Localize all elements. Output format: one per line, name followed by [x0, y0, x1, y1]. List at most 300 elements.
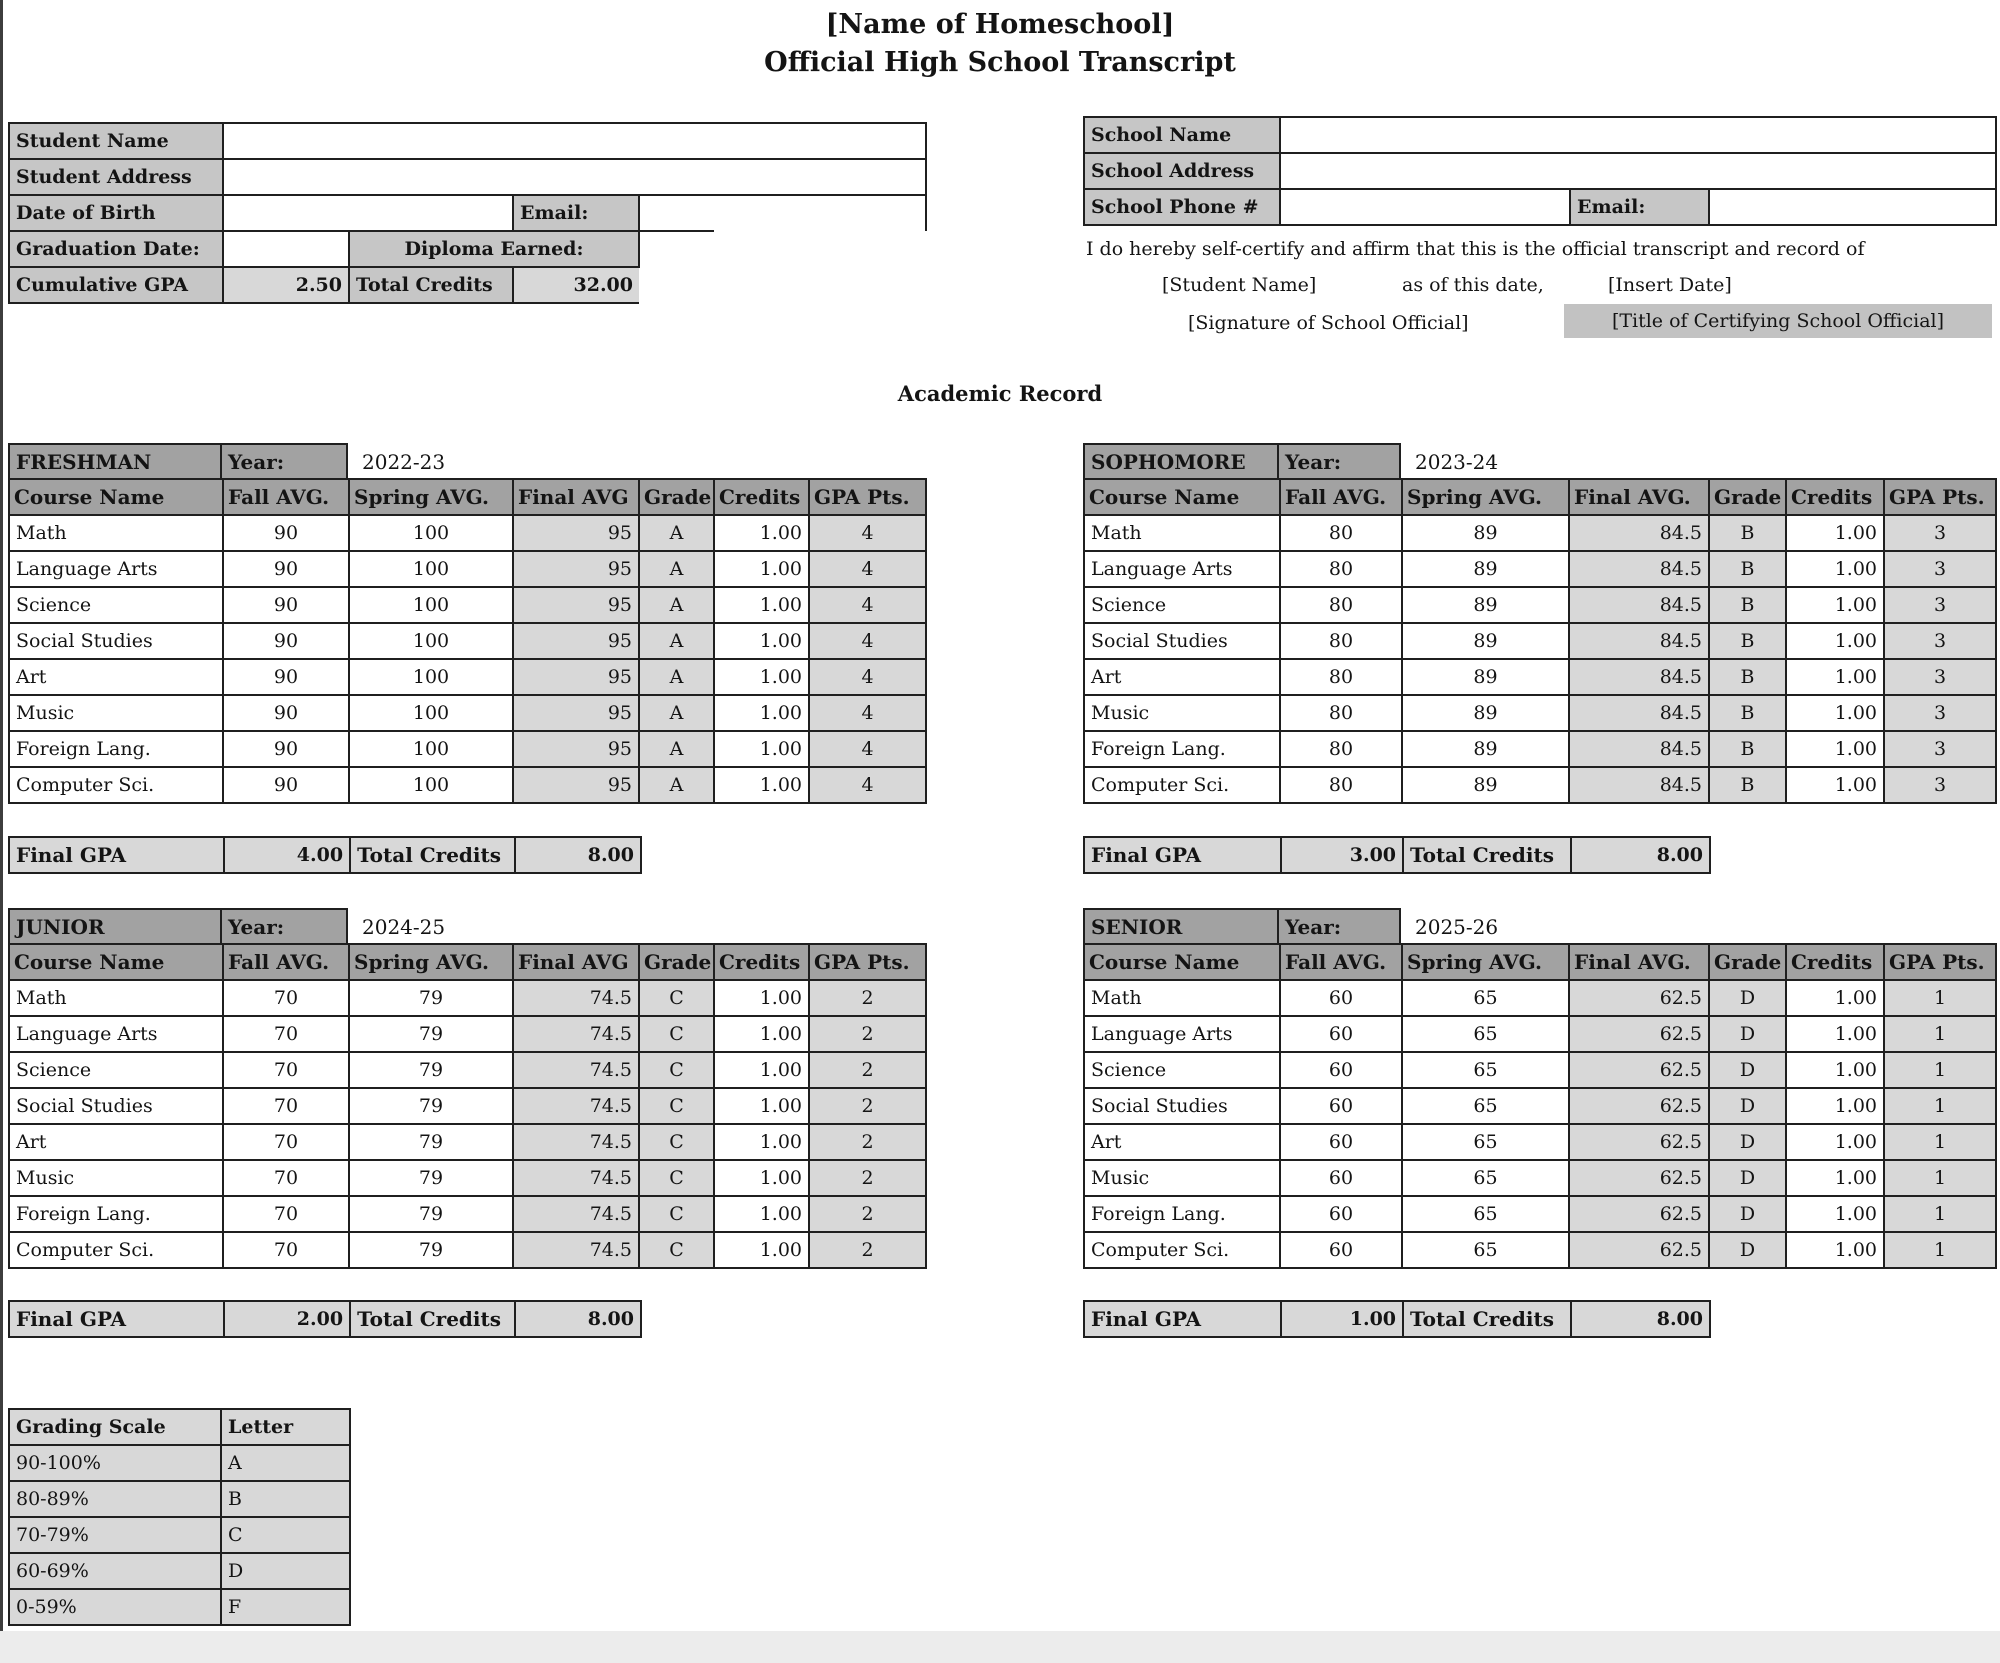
cell-spring-avg[interactable]: 79 [349, 1196, 513, 1232]
cell-spring-avg[interactable]: 100 [349, 767, 513, 803]
cell-credits[interactable]: 1.00 [1786, 623, 1884, 659]
freshman-header-row [9, 479, 926, 515]
cell-grade[interactable]: D [1709, 1016, 1786, 1052]
freshman-year-value[interactable]: 2022-23 [362, 449, 446, 474]
cell-fall-avg[interactable]: 80 [1280, 623, 1402, 659]
cell-grade[interactable]: B [1709, 659, 1786, 695]
cell-final-avg[interactable]: 74.5 [513, 1088, 639, 1124]
cell-course-name[interactable]: Math [9, 980, 223, 1016]
course-row [1084, 1160, 1996, 1196]
cell-spring-avg[interactable]: 89 [1402, 587, 1569, 623]
cell-final-avg[interactable]: 74.5 [513, 980, 639, 1016]
cell-fall-avg[interactable]: 80 [1280, 695, 1402, 731]
cell-credits[interactable]: 1.00 [1786, 659, 1884, 695]
cell-percent-range: 90-100% [9, 1445, 221, 1481]
cell-spring-avg[interactable]: 65 [1402, 1124, 1569, 1160]
cell-grade[interactable]: B [1709, 515, 1786, 551]
cell-fall-avg[interactable]: 80 [1280, 659, 1402, 695]
cell-grade[interactable]: B [1709, 551, 1786, 587]
cell-credits[interactable]: 1.00 [714, 659, 809, 695]
graduation-date-label: Graduation Date: [9, 231, 223, 267]
cell-final-avg[interactable]: 95 [513, 515, 639, 551]
cell-credits[interactable]: 1.00 [714, 767, 809, 803]
cell-credits[interactable]: 1.00 [714, 1052, 809, 1088]
cell-gpa-pts[interactable]: 4 [809, 623, 926, 659]
senior-year-value[interactable]: 2025-26 [1415, 914, 1499, 939]
cell-final-avg[interactable]: 62.5 [1569, 1232, 1709, 1268]
cell-course-name[interactable]: Music [1084, 1160, 1280, 1196]
cell-final-avg[interactable]: 74.5 [513, 1160, 639, 1196]
cell-spring-avg[interactable]: 79 [349, 1232, 513, 1268]
cell-final-avg[interactable]: 84.5 [1569, 623, 1709, 659]
cell-credits[interactable]: 1.00 [714, 515, 809, 551]
cell-credits[interactable]: 1.00 [1786, 1232, 1884, 1268]
course-row [1084, 587, 1996, 623]
cell-gpa-pts[interactable]: 2 [809, 1088, 926, 1124]
cell-final-avg[interactable]: 62.5 [1569, 1124, 1709, 1160]
cell-credits[interactable]: 1.00 [1786, 767, 1884, 803]
course-row [1084, 551, 1996, 587]
final-gpa-value[interactable]: 1.00 [1281, 1301, 1403, 1337]
cell-fall-avg[interactable]: 60 [1280, 980, 1402, 1016]
cell-credits[interactable]: 1.00 [1786, 515, 1884, 551]
grading-scale-row [9, 1553, 350, 1589]
cell-spring-avg[interactable]: 65 [1402, 980, 1569, 1016]
final-gpa-value[interactable]: 3.00 [1281, 837, 1403, 873]
cell-credits[interactable]: 1.00 [714, 551, 809, 587]
cell-course-name[interactable]: Social Studies [1084, 623, 1280, 659]
header-gpa-pts: GPA Pts. [809, 944, 926, 980]
cell-spring-avg[interactable]: 89 [1402, 767, 1569, 803]
cell-spring-avg[interactable]: 89 [1402, 623, 1569, 659]
cell-spring-avg[interactable]: 65 [1402, 1016, 1569, 1052]
cell-final-avg[interactable]: 84.5 [1569, 587, 1709, 623]
cell-grade[interactable]: B [1709, 587, 1786, 623]
cell-grade[interactable]: C [639, 980, 714, 1016]
cell-final-avg[interactable]: 95 [513, 659, 639, 695]
cell-credits[interactable]: 1.00 [1786, 980, 1884, 1016]
cell-final-avg[interactable]: 74.5 [513, 1196, 639, 1232]
cell-letter-grade: B [221, 1481, 350, 1517]
cell-gpa-pts[interactable]: 1 [1884, 980, 1996, 1016]
cell-gpa-pts[interactable]: 2 [809, 1052, 926, 1088]
final-gpa-value[interactable]: 2.00 [224, 1301, 350, 1337]
cell-grade[interactable]: A [639, 587, 714, 623]
school-address-cell[interactable] [1280, 153, 1996, 189]
cell-gpa-pts[interactable]: 4 [809, 515, 926, 551]
junior-year-value[interactable]: 2024-25 [362, 914, 446, 939]
cell-credits[interactable]: 1.00 [714, 1160, 809, 1196]
cell-grade[interactable]: C [639, 1088, 714, 1124]
school-email-label: Email: [1570, 189, 1709, 225]
cell-gpa-pts[interactable]: 1 [1884, 1196, 1996, 1232]
cell-gpa-pts[interactable]: 3 [1884, 587, 1996, 623]
cell-final-avg[interactable]: 95 [513, 551, 639, 587]
cell-course-name[interactable]: Art [9, 659, 223, 695]
course-row [1084, 1196, 1996, 1232]
total-credits-value[interactable]: 8.00 [515, 1301, 641, 1337]
junior-block [8, 908, 928, 1269]
cell-gpa-pts[interactable]: 2 [809, 1124, 926, 1160]
cell-grade[interactable]: A [639, 551, 714, 587]
cell-spring-avg[interactable]: 89 [1402, 731, 1569, 767]
school-address-row [1084, 153, 1996, 189]
cell-course-name[interactable]: Foreign Lang. [1084, 731, 1280, 767]
student-dob-row [9, 195, 926, 231]
header-grade: Grade [639, 944, 714, 980]
total-credits-value[interactable]: 8.00 [1571, 837, 1710, 873]
cell-spring-avg[interactable]: 89 [1402, 695, 1569, 731]
cell-gpa-pts[interactable]: 2 [809, 1196, 926, 1232]
cell-course-name[interactable]: Computer Sci. [9, 767, 223, 803]
cell-grade[interactable]: B [1709, 767, 1786, 803]
cell-grade[interactable]: D [1709, 1088, 1786, 1124]
cell-fall-avg[interactable]: 80 [1280, 551, 1402, 587]
cell-final-avg[interactable]: 84.5 [1569, 551, 1709, 587]
cell-final-avg[interactable]: 74.5 [513, 1232, 639, 1268]
cell-credits[interactable]: 1.00 [714, 1196, 809, 1232]
cell-fall-avg[interactable]: 60 [1280, 1196, 1402, 1232]
cell-grade[interactable]: A [639, 731, 714, 767]
cell-final-avg[interactable]: 74.5 [513, 1016, 639, 1052]
cell-grade[interactable]: A [639, 695, 714, 731]
cell-final-avg[interactable]: 62.5 [1569, 1016, 1709, 1052]
cell-fall-avg[interactable]: 70 [223, 1196, 349, 1232]
cell-grade[interactable]: A [639, 767, 714, 803]
cell-fall-avg[interactable]: 90 [223, 659, 349, 695]
cell-final-avg[interactable]: 84.5 [1569, 659, 1709, 695]
senior-year-label: Year: [1277, 908, 1401, 945]
cell-credits[interactable]: 1.00 [1786, 1088, 1884, 1124]
grading-scale-row [9, 1481, 350, 1517]
cell-spring-avg[interactable]: 65 [1402, 1052, 1569, 1088]
cell-final-avg[interactable]: 62.5 [1569, 980, 1709, 1016]
cell-gpa-pts[interactable]: 2 [809, 980, 926, 1016]
cell-fall-avg[interactable]: 80 [1280, 587, 1402, 623]
cell-course-name[interactable]: Art [9, 1124, 223, 1160]
header-credits: Credits [1786, 944, 1884, 980]
cell-grade[interactable]: D [1709, 1196, 1786, 1232]
cell-letter-grade: A [221, 1445, 350, 1481]
cell-gpa-pts[interactable]: 1 [1884, 1232, 1996, 1268]
cell-gpa-pts[interactable]: 2 [809, 1232, 926, 1268]
header-gpa-pts: GPA Pts. [1884, 944, 1996, 980]
cell-credits[interactable]: 1.00 [1786, 731, 1884, 767]
total-credits-value[interactable]: 8.00 [515, 837, 641, 873]
cell-course-name[interactable]: Science [1084, 587, 1280, 623]
cell-fall-avg[interactable]: 70 [223, 980, 349, 1016]
student-address-cell[interactable] [223, 159, 926, 195]
grading-scale-row [9, 1517, 350, 1553]
cell-spring-avg[interactable]: 89 [1402, 551, 1569, 587]
cell-course-name[interactable]: Math [9, 515, 223, 551]
cell-final-avg[interactable]: 62.5 [1569, 1160, 1709, 1196]
cumulative-gpa-label: Cumulative GPA [9, 267, 223, 303]
cell-spring-avg[interactable]: 100 [349, 623, 513, 659]
sophomore-year-value[interactable]: 2023-24 [1415, 449, 1499, 474]
date-of-birth-label: Date of Birth [9, 195, 223, 231]
cell-spring-avg[interactable]: 79 [349, 980, 513, 1016]
school-name-cell[interactable] [1280, 117, 1996, 153]
cell-credits[interactable]: 1.00 [1786, 1052, 1884, 1088]
cell-grade[interactable]: A [639, 515, 714, 551]
cell-fall-avg[interactable]: 90 [223, 767, 349, 803]
cell-fall-avg[interactable]: 80 [1280, 515, 1402, 551]
course-row [1084, 1016, 1996, 1052]
cell-course-name[interactable]: Art [1084, 659, 1280, 695]
cell-course-name[interactable]: Foreign Lang. [1084, 1196, 1280, 1232]
cell-fall-avg[interactable]: 70 [223, 1016, 349, 1052]
cell-credits[interactable]: 1.00 [714, 1088, 809, 1124]
junior-level-label: JUNIOR [8, 908, 222, 945]
cell-fall-avg[interactable]: 70 [223, 1160, 349, 1196]
header-fall-avg: Fall AVG. [223, 479, 349, 515]
cell-fall-avg[interactable]: 60 [1280, 1160, 1402, 1196]
freshman-level-label: FRESHMAN [8, 443, 222, 480]
cell-course-name[interactable]: Language Arts [9, 1016, 223, 1052]
cell-course-name[interactable]: Language Arts [9, 551, 223, 587]
cell-spring-avg[interactable]: 89 [1402, 515, 1569, 551]
cell-final-avg[interactable]: 62.5 [1569, 1052, 1709, 1088]
cell-course-name[interactable]: Social Studies [9, 623, 223, 659]
cell-grade[interactable]: A [639, 623, 714, 659]
grading-scale-row [9, 1445, 350, 1481]
cell-fall-avg[interactable]: 80 [1280, 767, 1402, 803]
diploma-earned-cell[interactable] [639, 231, 714, 267]
cell-gpa-pts[interactable]: 1 [1884, 1052, 1996, 1088]
cell-gpa-pts[interactable]: 4 [809, 695, 926, 731]
cell-grade[interactable]: D [1709, 1124, 1786, 1160]
final-gpa-value[interactable]: 4.00 [224, 837, 350, 873]
header-final-avg: Final AVG [513, 944, 639, 980]
cell-spring-avg[interactable]: 100 [349, 587, 513, 623]
cell-grade[interactable]: B [1709, 695, 1786, 731]
cell-gpa-pts[interactable]: 1 [1884, 1160, 1996, 1196]
cell-gpa-pts[interactable]: 4 [809, 587, 926, 623]
cell-final-avg[interactable]: 84.5 [1569, 695, 1709, 731]
school-email-cell[interactable] [1709, 189, 1996, 225]
cell-final-avg[interactable]: 74.5 [513, 1124, 639, 1160]
cell-course-name[interactable]: Foreign Lang. [9, 731, 223, 767]
cell-credits[interactable]: 1.00 [1786, 1196, 1884, 1232]
cell-grade[interactable]: D [1709, 1232, 1786, 1268]
cell-final-avg[interactable]: 95 [513, 767, 639, 803]
cell-gpa-pts[interactable]: 4 [809, 731, 926, 767]
cell-spring-avg[interactable]: 65 [1402, 1088, 1569, 1124]
cell-course-name[interactable]: Music [9, 1160, 223, 1196]
cell-percent-range: 70-79% [9, 1517, 221, 1553]
cell-spring-avg[interactable]: 79 [349, 1124, 513, 1160]
final-gpa-label: Final GPA [9, 837, 224, 873]
student-email-cell[interactable] [639, 195, 926, 231]
cell-spring-avg[interactable]: 65 [1402, 1196, 1569, 1232]
cell-course-name[interactable]: Computer Sci. [1084, 767, 1280, 803]
cell-fall-avg[interactable]: 60 [1280, 1232, 1402, 1268]
course-row [1084, 695, 1996, 731]
total-credits-label: Total Credits [1403, 837, 1571, 873]
cell-credits[interactable]: 1.00 [1786, 1160, 1884, 1196]
cell-course-name[interactable]: Music [1084, 695, 1280, 731]
cell-final-avg[interactable]: 95 [513, 587, 639, 623]
cell-spring-avg[interactable]: 89 [1402, 659, 1569, 695]
cell-gpa-pts[interactable]: 3 [1884, 767, 1996, 803]
cell-grade[interactable]: C [639, 1052, 714, 1088]
cell-grade[interactable]: C [639, 1124, 714, 1160]
school-phone-cell[interactable] [1280, 189, 1570, 225]
school-address-label: School Address [1084, 153, 1280, 189]
cell-fall-avg[interactable]: 60 [1280, 1052, 1402, 1088]
cell-grade[interactable]: B [1709, 623, 1786, 659]
school-name-label: School Name [1084, 117, 1280, 153]
cell-fall-avg[interactable]: 60 [1280, 1124, 1402, 1160]
cell-spring-avg[interactable]: 100 [349, 695, 513, 731]
grading-scale-header: Grading Scale [9, 1409, 221, 1445]
cell-credits[interactable]: 1.00 [714, 623, 809, 659]
cell-credits[interactable]: 1.00 [714, 731, 809, 767]
cell-fall-avg[interactable]: 90 [223, 731, 349, 767]
cell-grade[interactable]: B [1709, 731, 1786, 767]
cell-gpa-pts[interactable]: 1 [1884, 1016, 1996, 1052]
cell-fall-avg[interactable]: 90 [223, 515, 349, 551]
cell-spring-avg[interactable]: 79 [349, 1088, 513, 1124]
cell-credits[interactable]: 1.00 [714, 1124, 809, 1160]
course-row [1084, 767, 1996, 803]
cell-credits[interactable]: 1.00 [714, 1232, 809, 1268]
cell-final-avg[interactable]: 95 [513, 695, 639, 731]
cell-fall-avg[interactable]: 70 [223, 1052, 349, 1088]
cell-final-avg[interactable]: 95 [513, 623, 639, 659]
cell-final-avg[interactable]: 62.5 [1569, 1088, 1709, 1124]
cell-credits[interactable]: 1.00 [714, 695, 809, 731]
cell-grade[interactable]: A [639, 659, 714, 695]
cell-course-name[interactable]: Math [1084, 980, 1280, 1016]
cell-course-name[interactable]: Science [9, 587, 223, 623]
sophomore-block [1083, 443, 2000, 804]
cumulative-gpa-value[interactable]: 2.50 [223, 267, 349, 303]
course-row [9, 623, 926, 659]
cell-spring-avg[interactable]: 100 [349, 731, 513, 767]
header-credits: Credits [714, 944, 809, 980]
cell-grade[interactable]: C [639, 1016, 714, 1052]
cell-spring-avg[interactable]: 100 [349, 515, 513, 551]
header-fall-avg: Fall AVG. [1280, 944, 1402, 980]
cell-credits[interactable]: 1.00 [714, 980, 809, 1016]
cell-gpa-pts[interactable]: 3 [1884, 623, 1996, 659]
cell-gpa-pts[interactable]: 1 [1884, 1124, 1996, 1160]
cell-fall-avg[interactable]: 90 [223, 587, 349, 623]
cell-fall-avg[interactable]: 90 [223, 551, 349, 587]
cell-credits[interactable]: 1.00 [1786, 551, 1884, 587]
cell-final-avg[interactable]: 95 [513, 731, 639, 767]
cell-fall-avg[interactable]: 90 [223, 623, 349, 659]
cell-credits[interactable]: 1.00 [714, 1016, 809, 1052]
cell-credits[interactable]: 1.00 [1786, 1016, 1884, 1052]
cell-fall-avg[interactable]: 60 [1280, 1016, 1402, 1052]
cell-fall-avg[interactable]: 80 [1280, 731, 1402, 767]
cell-grade[interactable]: C [639, 1196, 714, 1232]
cell-spring-avg[interactable]: 65 [1402, 1232, 1569, 1268]
cell-gpa-pts[interactable]: 3 [1884, 731, 1996, 767]
cell-final-avg[interactable]: 74.5 [513, 1052, 639, 1088]
cell-course-name[interactable]: Language Arts [1084, 1016, 1280, 1052]
cell-fall-avg[interactable]: 60 [1280, 1088, 1402, 1124]
total-credits-value[interactable]: 8.00 [1571, 1301, 1710, 1337]
senior-year-row [1083, 908, 2000, 945]
cell-credits[interactable]: 1.00 [1786, 587, 1884, 623]
student-address-label: Student Address [9, 159, 223, 195]
cell-fall-avg[interactable]: 70 [223, 1232, 349, 1268]
cell-gpa-pts[interactable]: 4 [809, 659, 926, 695]
header-course-name: Course Name [1084, 479, 1280, 515]
cell-spring-avg[interactable]: 100 [349, 659, 513, 695]
cell-gpa-pts[interactable]: 3 [1884, 659, 1996, 695]
cell-gpa-pts[interactable]: 2 [809, 1016, 926, 1052]
page-bottom-edge [0, 1631, 2000, 1663]
cell-gpa-pts[interactable]: 2 [809, 1160, 926, 1196]
cell-gpa-pts[interactable]: 4 [809, 551, 926, 587]
cell-course-name[interactable]: Art [1084, 1124, 1280, 1160]
total-credits-value[interactable]: 32.00 [513, 267, 639, 303]
cell-gpa-pts[interactable]: 3 [1884, 515, 1996, 551]
cell-spring-avg[interactable]: 100 [349, 551, 513, 587]
cell-credits[interactable]: 1.00 [714, 587, 809, 623]
date-of-birth-cell[interactable] [223, 195, 513, 231]
cell-gpa-pts[interactable]: 4 [809, 767, 926, 803]
cell-course-name[interactable]: Social Studies [9, 1088, 223, 1124]
cell-grade[interactable]: D [1709, 980, 1786, 1016]
cell-course-name[interactable]: Computer Sci. [9, 1232, 223, 1268]
cell-final-avg[interactable]: 84.5 [1569, 731, 1709, 767]
cell-final-avg[interactable]: 84.5 [1569, 515, 1709, 551]
cell-course-name[interactable]: Language Arts [1084, 551, 1280, 587]
cell-fall-avg[interactable]: 90 [223, 695, 349, 731]
cell-spring-avg[interactable]: 65 [1402, 1160, 1569, 1196]
cell-gpa-pts[interactable]: 3 [1884, 695, 1996, 731]
cell-credits[interactable]: 1.00 [1786, 1124, 1884, 1160]
cell-fall-avg[interactable]: 70 [223, 1088, 349, 1124]
cell-spring-avg[interactable]: 79 [349, 1016, 513, 1052]
student-name-label: Student Name [9, 123, 223, 159]
senior-course-table [1083, 943, 1997, 1269]
cell-spring-avg[interactable]: 79 [349, 1052, 513, 1088]
cell-final-avg[interactable]: 62.5 [1569, 1196, 1709, 1232]
cell-course-name[interactable]: Social Studies [1084, 1088, 1280, 1124]
graduation-date-cell[interactable] [223, 231, 349, 267]
student-name-cell[interactable] [223, 123, 926, 159]
cell-course-name[interactable]: Math [1084, 515, 1280, 551]
cell-course-name[interactable]: Music [9, 695, 223, 731]
cell-grade[interactable]: C [639, 1160, 714, 1196]
cell-credits[interactable]: 1.00 [1786, 695, 1884, 731]
cell-course-name[interactable]: Science [9, 1052, 223, 1088]
course-row [1084, 1232, 1996, 1268]
senior-level-label: SENIOR [1083, 908, 1279, 945]
cell-percent-range: 0-59% [9, 1589, 221, 1625]
cell-gpa-pts[interactable]: 1 [1884, 1088, 1996, 1124]
cell-fall-avg[interactable]: 70 [223, 1124, 349, 1160]
cell-final-avg[interactable]: 84.5 [1569, 767, 1709, 803]
cell-course-name[interactable]: Science [1084, 1052, 1280, 1088]
cell-grade[interactable]: D [1709, 1160, 1786, 1196]
cell-course-name[interactable]: Computer Sci. [1084, 1232, 1280, 1268]
sophomore-final-gpa-row [1083, 836, 1711, 874]
cell-grade[interactable]: C [639, 1232, 714, 1268]
junior-year-label: Year: [220, 908, 348, 945]
cell-spring-avg[interactable]: 79 [349, 1160, 513, 1196]
cell-course-name[interactable]: Foreign Lang. [9, 1196, 223, 1232]
cell-grade[interactable]: D [1709, 1052, 1786, 1088]
cell-gpa-pts[interactable]: 3 [1884, 551, 1996, 587]
